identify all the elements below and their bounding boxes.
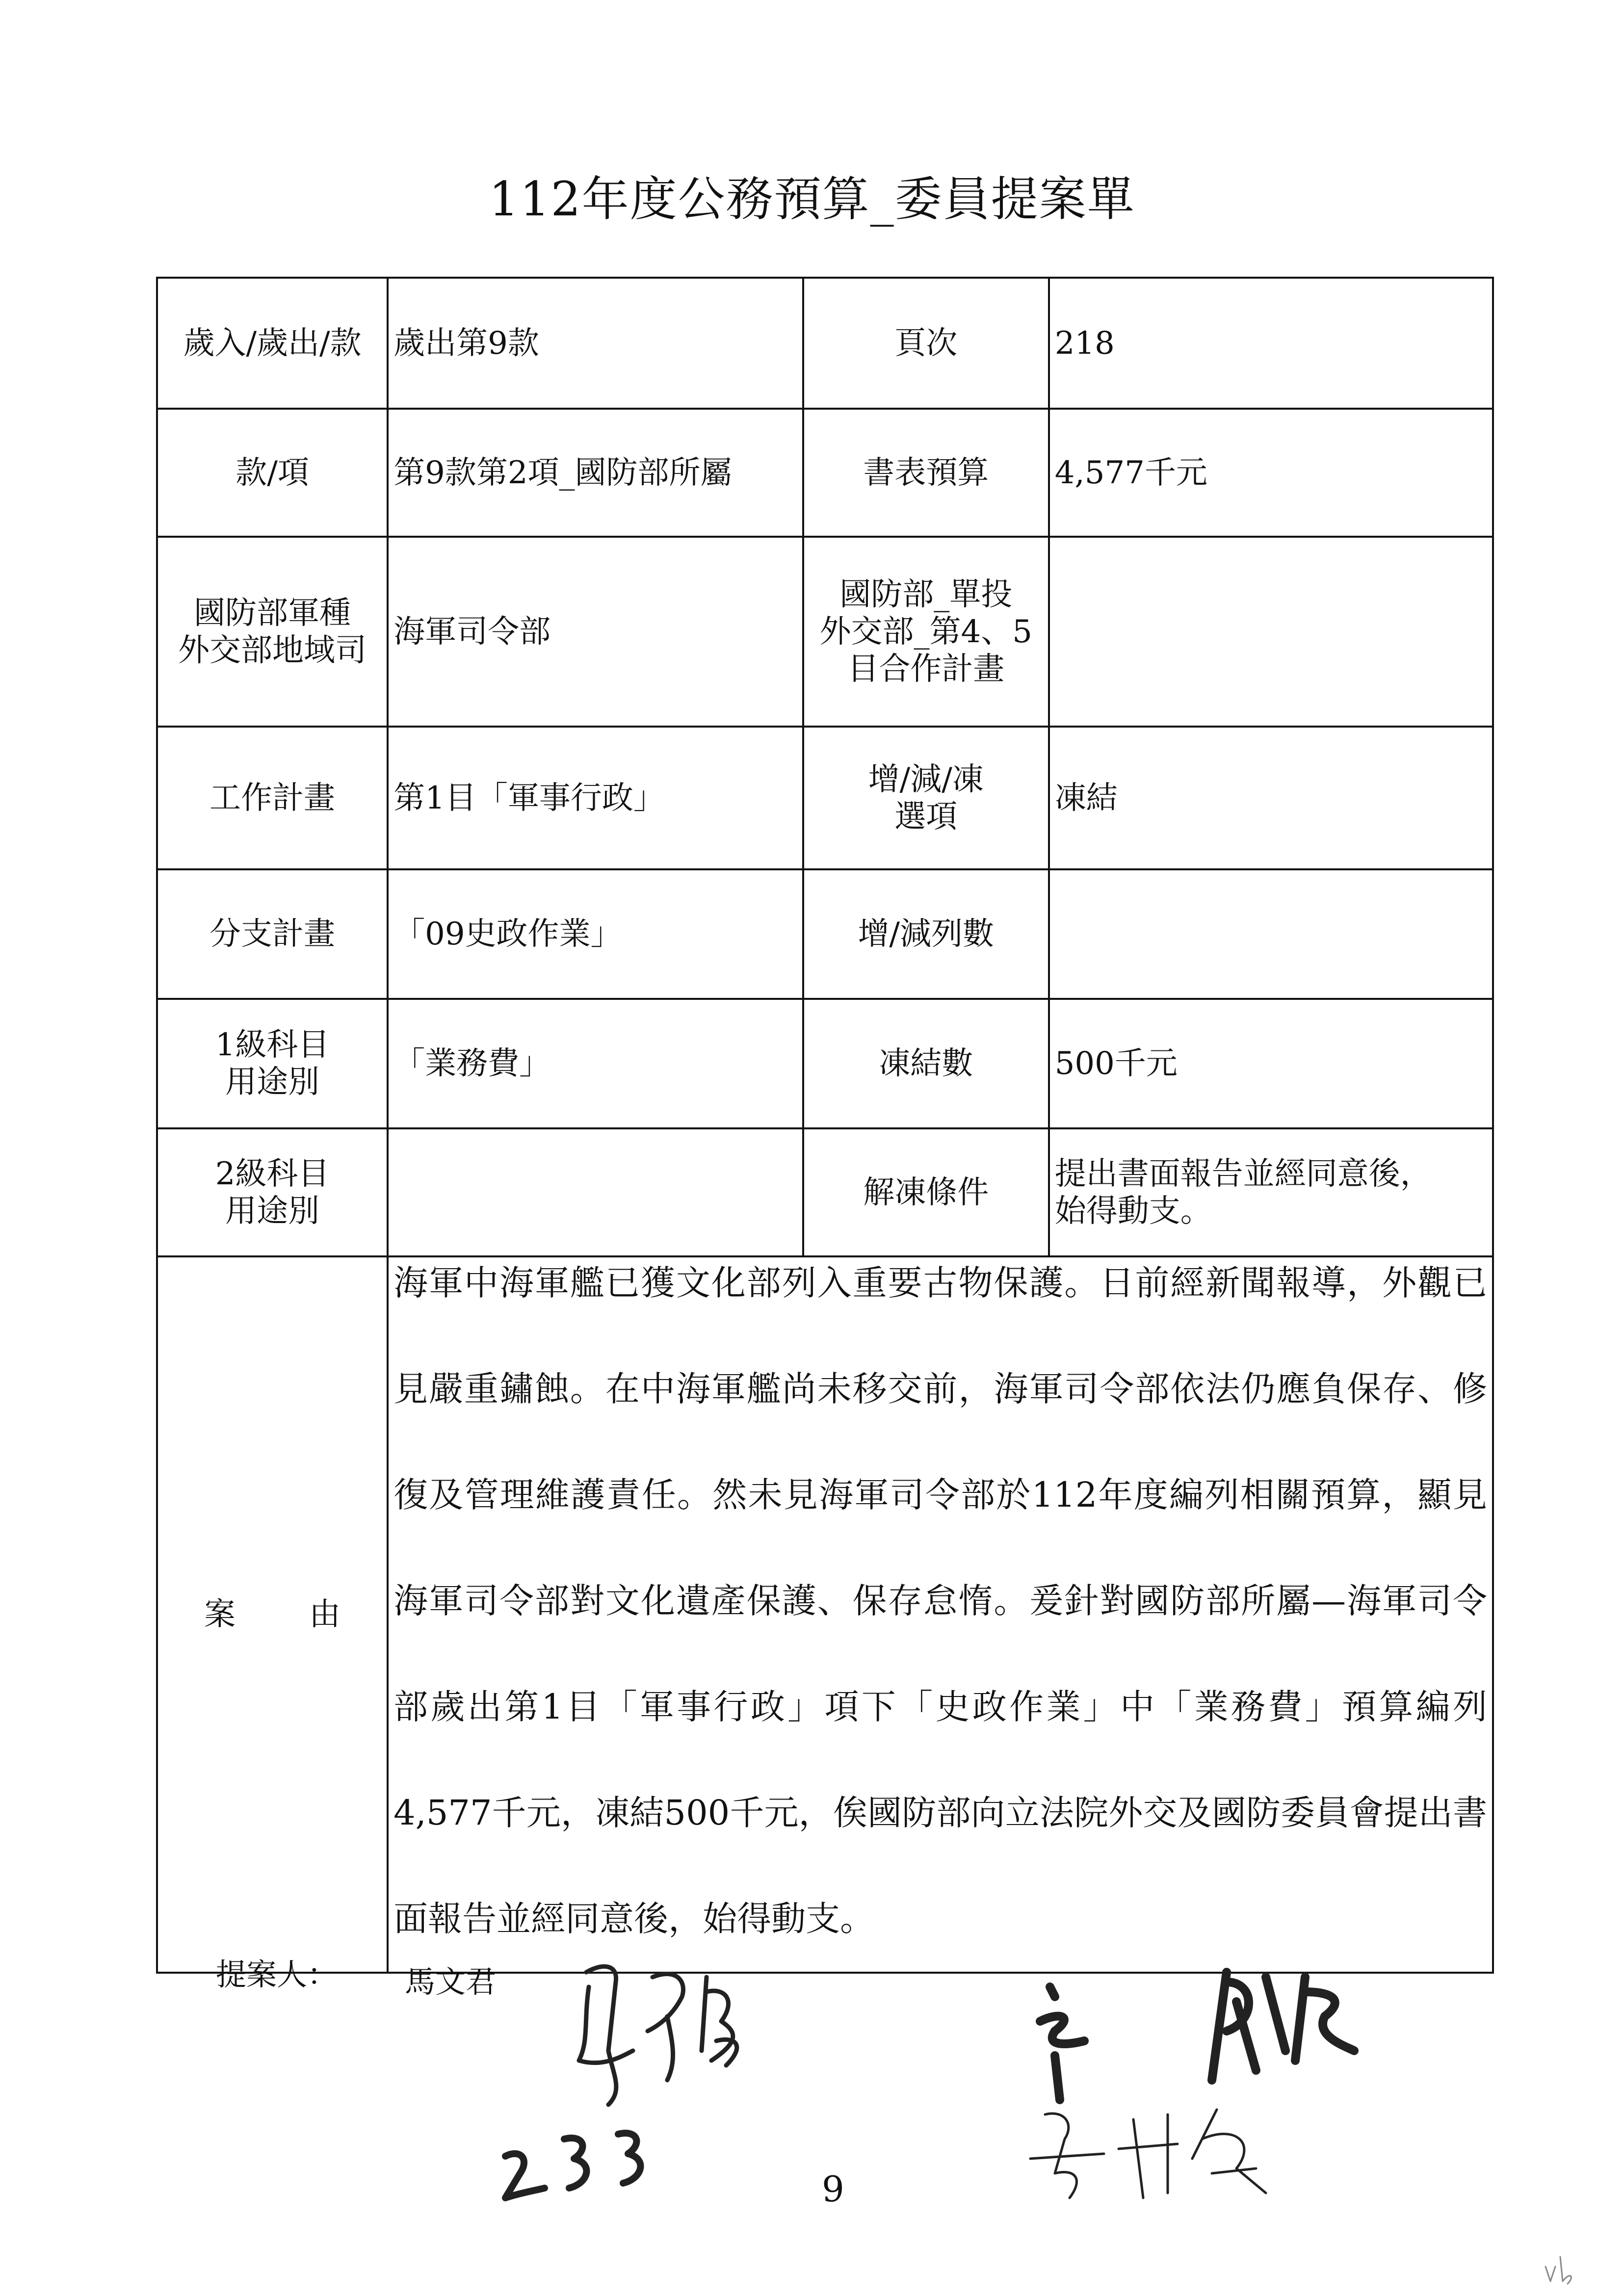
field-label: 分支計畫 bbox=[157, 869, 388, 999]
reason-label-a: 案 bbox=[204, 1596, 236, 1633]
field-label: 增/減列數 bbox=[803, 869, 1049, 999]
field-value: 第9款第2項_國防部所屬 bbox=[388, 409, 803, 537]
margin-mark bbox=[1545, 2257, 1571, 2284]
proposer-label: 提案人： bbox=[216, 1957, 338, 1992]
signature-chiang-chi-chen bbox=[1040, 1972, 1354, 2100]
field-label: 凍結數 bbox=[803, 999, 1049, 1128]
proposer-name: 馬文君 bbox=[405, 1964, 497, 2000]
field-label: 國防部軍種 外交部地域司 bbox=[157, 537, 388, 727]
field-label: 頁次 bbox=[803, 278, 1049, 409]
reason-label-b: 由 bbox=[309, 1596, 341, 1633]
field-label: 國防部_單投 外交部_第4、5 目合作計畫 bbox=[803, 537, 1049, 727]
field-label: 解凍條件 bbox=[803, 1128, 1049, 1256]
field-label: 歲入/歲出/款 bbox=[157, 278, 388, 409]
field-value: 4,577千元 bbox=[1049, 409, 1493, 537]
field-label: 2級科目 用途別 bbox=[157, 1128, 388, 1256]
field-value: 提出書面報告並經同意後， 始得動支。 bbox=[1049, 1128, 1493, 1256]
field-label: 工作計畫 bbox=[157, 727, 388, 869]
field-value: 凍結 bbox=[1049, 727, 1493, 869]
signature-wu-szu-huai bbox=[1030, 2110, 1266, 2198]
handwritten-number-233 bbox=[505, 2133, 640, 2198]
reason-text: 海軍中海軍艦已獲文化部列入重要古物保護。日前經新聞報導，外觀已見嚴重鏽蝕。在中海軍艦尚未移交前，海軍司令部依法仍應負保存、修復及管理維護責任。然未見海軍司令部於112年度編列相關預算，顯見海軍司令部對文化遺產保護、保存怠惰。爰針對國防部所屬—海軍司令部歲出第1目「軍事行政」項下「史政作業」中「業務費」預算編列4,577千元，凍結500千元，俟國防部向立法院外交及國防委員會提出書面報告並經同意後，始得動支。 bbox=[393, 1263, 1487, 1939]
field-value: 第1目「軍事行政」 bbox=[388, 727, 803, 869]
field-label: 書表預算 bbox=[803, 409, 1049, 537]
page-title: 112年度公務預算_委員提案單 bbox=[489, 172, 1135, 227]
field-label: 增/減/凍 選項 bbox=[803, 727, 1049, 869]
field-value: 218 bbox=[1049, 278, 1493, 409]
page-number: 9 bbox=[822, 2168, 844, 2210]
field-value: 歲出第9款 bbox=[388, 278, 803, 409]
field-label: 款/項 bbox=[157, 409, 388, 537]
field-label: 1級科目 用途別 bbox=[157, 999, 388, 1128]
signature-ma-wen-chun bbox=[579, 1966, 737, 2105]
field-value: 「業務費」 bbox=[388, 999, 803, 1128]
field-value: 500千元 bbox=[1049, 999, 1493, 1128]
field-value: 海軍司令部 bbox=[388, 537, 803, 727]
field-value: 「09史政作業」 bbox=[388, 869, 803, 999]
